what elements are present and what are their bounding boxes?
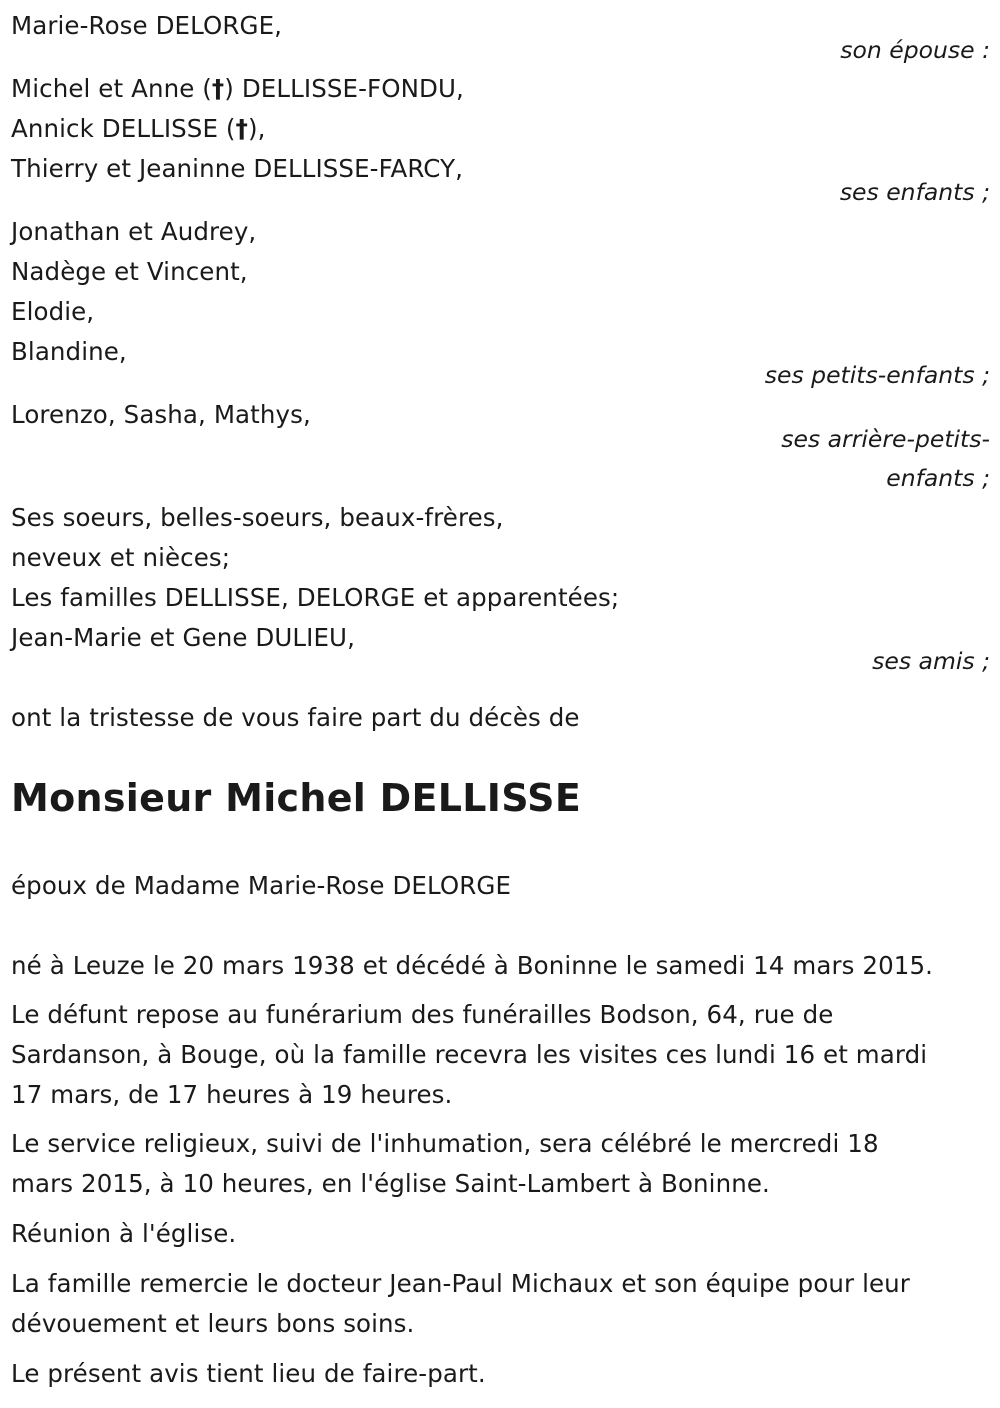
repose-line: Le défunt repose au funérarium des funérailles Bodson, 64, rue de xyxy=(11,1000,834,1029)
thanks-line: La famille remercie le docteur Jean-Paul Michaux et son équipe pour leur xyxy=(11,1269,910,1298)
grandchild-line: Nadège et Vincent, xyxy=(11,257,248,286)
great-grandchildren-role-1: ses arrière-petits- xyxy=(781,425,990,453)
closing: Le présent avis tient lieu de faire-part. xyxy=(11,1359,486,1388)
spouse-name: Marie-Rose DELORGE, xyxy=(11,11,283,40)
service-line: mars 2015, à 10 heures, en l'église Saint-Lambert à Boninne. xyxy=(11,1169,770,1198)
spouse-of: époux de Madame Marie-Rose DELORGE xyxy=(11,871,512,900)
child-line-1-before: Michel et Anne ( xyxy=(11,74,212,103)
children-role: ses enfants ; xyxy=(839,178,990,206)
others-line: Ses soeurs, belles-soeurs, beaux-frères, xyxy=(11,503,504,532)
great-grandchildren-role-2: enfants ; xyxy=(886,464,990,492)
grandchild-line: Elodie, xyxy=(11,297,95,326)
reunion: Réunion à l'église. xyxy=(11,1219,237,1248)
others-line: neveux et nièces; xyxy=(11,543,231,572)
spouse-role: son épouse : xyxy=(840,36,990,64)
announcement: ont la tristesse de vous faire part du décès de xyxy=(11,703,580,732)
child-line-3: Thierry et Jeaninne DELLISSE-FARCY, xyxy=(11,154,464,183)
child-line-2-before: Annick DELLISSE ( xyxy=(11,114,236,143)
cross-icon: † xyxy=(211,74,225,103)
grandchild-line: Jonathan et Audrey, xyxy=(11,217,257,246)
thanks-line: dévouement et leurs bons soins. xyxy=(11,1309,415,1338)
others-line: Les familles DELLISSE, DELORGE et apparentées; xyxy=(11,583,620,612)
child-line-1 xyxy=(11,74,464,104)
child-line-2 xyxy=(11,114,265,144)
cross-icon: † xyxy=(235,114,248,143)
service-line: Le service religieux, suivi de l'inhumation, sera célébré le mercredi 18 xyxy=(11,1129,879,1158)
grandchild-line: Blandine, xyxy=(11,337,127,366)
friends-role: ses amis ; xyxy=(872,647,990,675)
repose-line: Sardanson, à Bouge, où la famille recevra les visites ces lundi 16 et mardi xyxy=(11,1040,928,1069)
child-line-1-after: ) DELLISSE-FONDU, xyxy=(224,74,464,103)
deceased-name: Monsieur Michel DELLISSE xyxy=(11,776,582,820)
birth-death: né à Leuze le 20 mars 1938 et décédé à Boninne le samedi 14 mars 2015. xyxy=(11,951,934,980)
great-grandchildren-names: Lorenzo, Sasha, Mathys, xyxy=(11,400,311,429)
others-line: Jean-Marie et Gene DULIEU, xyxy=(11,623,355,652)
grandchildren-role: ses petits-enfants ; xyxy=(764,361,990,389)
child-line-2-after: ), xyxy=(247,114,266,143)
repose-line: 17 mars, de 17 heures à 19 heures. xyxy=(11,1080,453,1109)
